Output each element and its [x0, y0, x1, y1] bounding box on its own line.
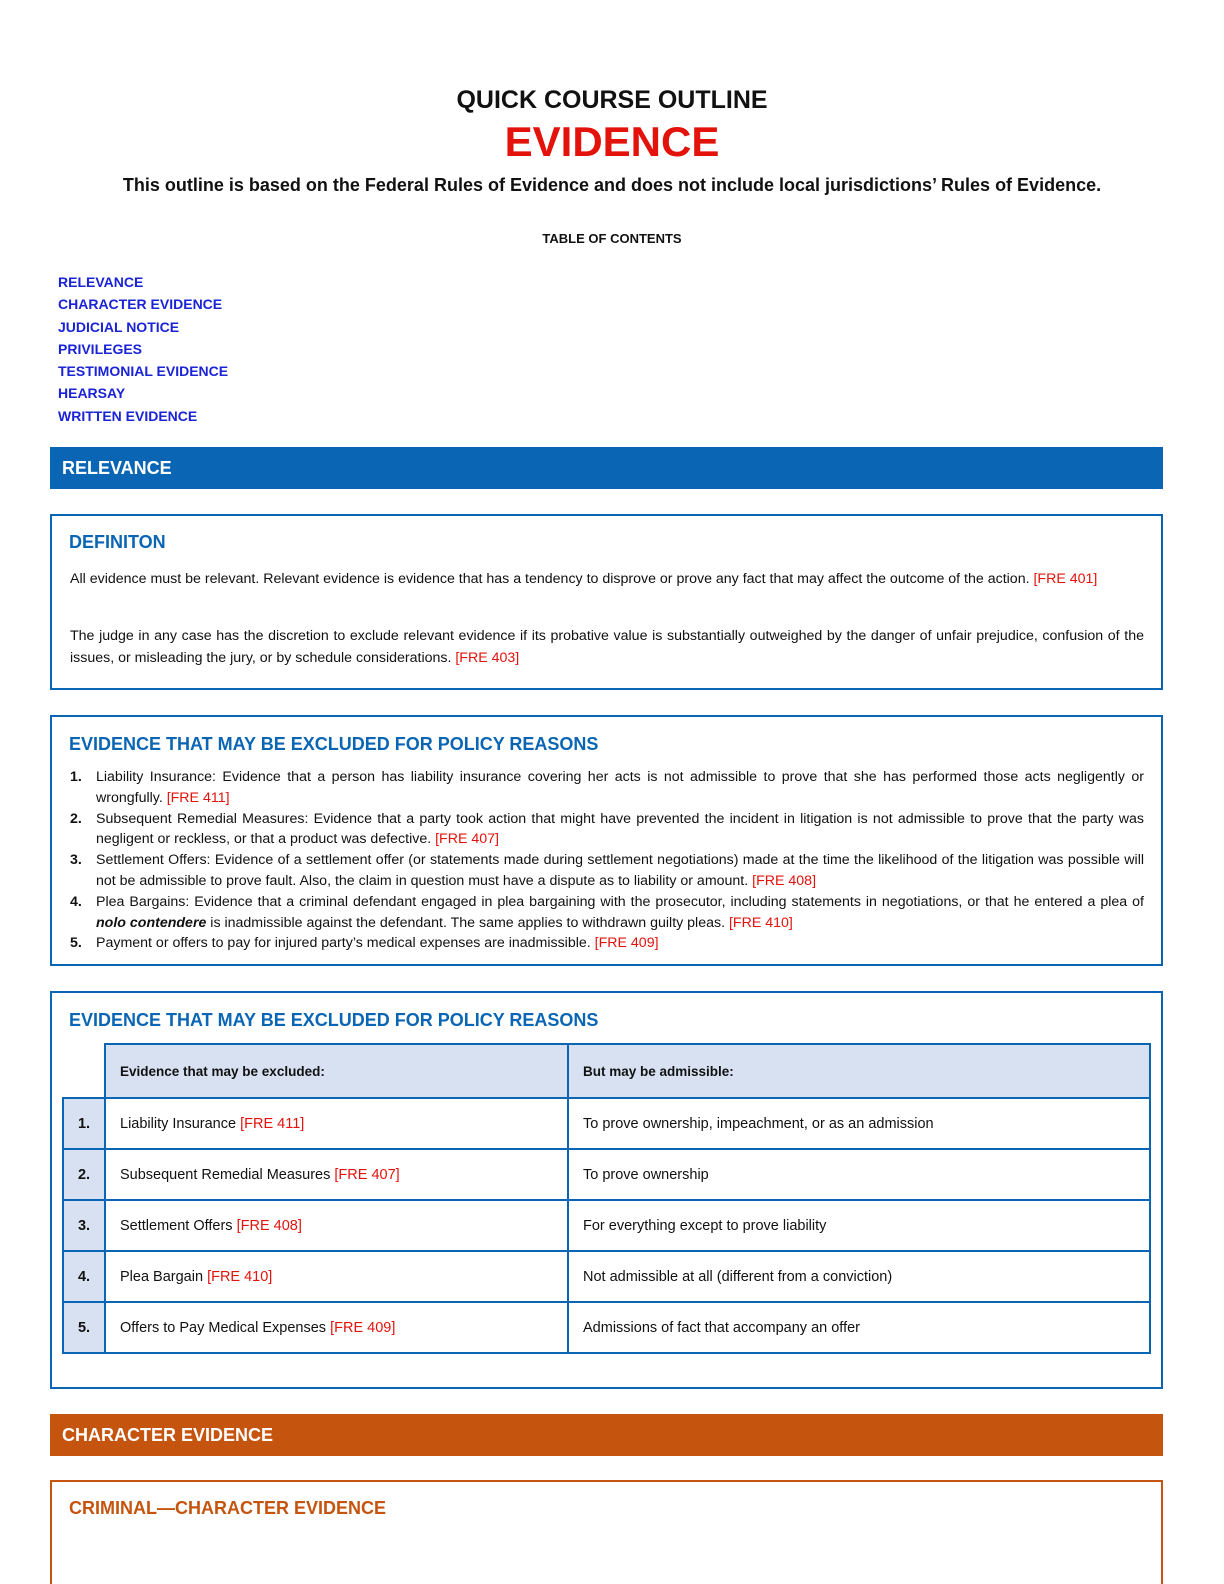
table-row	[63, 1302, 1150, 1353]
list-number: 2.	[70, 810, 82, 827]
policy-list	[70, 767, 1144, 954]
list-item	[70, 892, 1144, 934]
admissible-cell: For everything except to prove liability	[568, 1200, 1150, 1251]
row-number: 3.	[63, 1200, 105, 1251]
policy-list-title: EVIDENCE THAT MAY BE EXCLUDED FOR POLICY REASONS	[69, 734, 599, 754]
excluded-text: Plea Bargain	[120, 1268, 208, 1285]
rule-reference: [FRE 407]	[435, 831, 499, 848]
table-row	[63, 1200, 1150, 1251]
definition-paragraph-2	[70, 625, 1144, 669]
criminal-character-title: CRIMINAL—CHARACTER EVIDENCE	[69, 1498, 387, 1518]
list-item	[70, 767, 1144, 809]
toc-link-character-evidence[interactable]: CHARACTER EVIDENCE	[58, 296, 223, 313]
table-row	[63, 1098, 1150, 1149]
column-header-excluded: Evidence that may be excluded:	[105, 1044, 568, 1098]
list-text: Liability Insurance: Evidence that a person has liability insurance covering her acts is not admissible to prove that she has performed those acts negligently or wrongfully.	[96, 769, 1144, 806]
policy-list-box	[50, 715, 1163, 966]
table-corner	[63, 1044, 105, 1098]
table-row	[63, 1251, 1150, 1302]
excluded-cell	[105, 1098, 568, 1149]
policy-table-box	[50, 991, 1163, 1389]
rule-reference: [FRE 401]	[1033, 571, 1098, 587]
outline-subtitle: QUICK COURSE OUTLINE	[456, 86, 768, 114]
row-number: 4.	[63, 1251, 105, 1302]
list-text: Plea Bargains: Evidence that a criminal defendant engaged in plea bargaining with the prosecutor, including statements in negotiations, or that he entered a plea of	[96, 893, 1144, 910]
list-text: Payment or offers to pay for injured party’s medical expenses are inadmissible.	[96, 935, 595, 952]
toc-link-hearsay[interactable]: HEARSAY	[58, 385, 126, 402]
outline-note: This outline is based on the Federal Rules of Evidence and does not include local jurisdictions’ Rules of Evidence.	[122, 175, 1102, 195]
rule-reference: [FRE 407]	[334, 1166, 400, 1183]
rule-reference: [FRE 409]	[594, 935, 659, 952]
list-text: Settlement Offers: Evidence of a settlement offer (or statements made during settlement negotiations) made at the time the likelihood of the litigation was possible will not be admissible to prove fault. Also, the claim in question must have a dispute as to liability or amount.	[96, 852, 1144, 889]
list-item	[70, 809, 1144, 851]
excluded-cell	[105, 1149, 568, 1200]
row-number: 5.	[63, 1302, 105, 1353]
toc-link-privileges[interactable]: PRIVILEGES	[58, 340, 143, 357]
rule-reference: [FRE 410]	[728, 914, 793, 931]
admissible-cell: To prove ownership, impeachment, or as an admission	[568, 1098, 1150, 1149]
list-number: 4.	[70, 893, 82, 910]
definition-title: DEFINITON	[69, 532, 166, 552]
table-row	[63, 1149, 1150, 1200]
excluded-cell	[105, 1251, 568, 1302]
admissible-cell: To prove ownership	[568, 1149, 1150, 1200]
row-number: 1.	[63, 1098, 105, 1149]
excluded-text: Settlement Offers	[120, 1217, 237, 1234]
rule-reference: [FRE 409]	[330, 1319, 396, 1336]
definition-paragraph-1	[70, 568, 1144, 590]
section-header-character-evidence: CHARACTER EVIDENCE	[50, 1414, 1163, 1456]
list-item	[70, 933, 1144, 954]
list-text: is inadmissible against the defendant. The same applies to withdrawn guilty pleas.	[206, 914, 729, 931]
excluded-text: Subsequent Remedial Measures	[120, 1166, 335, 1183]
list-number: 1.	[70, 769, 82, 785]
list-text: Subsequent Remedial Measures: Evidence that a party took action that might have prevented the incident in litigation is not admissible to prove that the party was negligent or reckless, or that a product was defective.	[96, 810, 1144, 848]
definition-text-1: All evidence must be relevant. Relevant evidence is evidence that has a tendency to disprove or prove any fact that may affect the outcome of the action.	[70, 571, 1034, 587]
list-number: 5.	[70, 935, 82, 952]
section-header-relevance: RELEVANCE	[50, 447, 1163, 489]
excluded-cell	[105, 1200, 568, 1251]
toc-link-written-evidence[interactable]: WRITTEN EVIDENCE	[58, 407, 198, 424]
list-number: 3.	[70, 852, 82, 869]
criminal-character-box	[50, 1480, 1163, 1584]
excluded-text: Liability Insurance	[120, 1115, 241, 1132]
page-title: EVIDENCE	[504, 118, 720, 165]
list-item	[70, 850, 1144, 892]
definition-box	[50, 514, 1163, 690]
rule-reference: [FRE 411]	[166, 789, 230, 806]
excluded-text: Offers to Pay Medical Expenses	[120, 1319, 331, 1336]
column-header-admissible: But may be admissible:	[568, 1044, 1150, 1098]
toc-link-judicial-notice[interactable]: JUDICIAL NOTICE	[58, 318, 180, 335]
emphasized-term: nolo contendere	[96, 914, 207, 931]
policy-table-title: EVIDENCE THAT MAY BE EXCLUDED FOR POLICY REASONS	[69, 1010, 599, 1030]
row-number: 2.	[63, 1149, 105, 1200]
policy-table	[62, 1043, 1151, 1354]
excluded-cell	[105, 1302, 568, 1353]
table-header-row	[63, 1044, 1150, 1098]
admissible-cell: Not admissible at all (different from a conviction)	[568, 1251, 1150, 1302]
rule-reference: [FRE 410]	[207, 1268, 273, 1285]
definition-text-2: The judge in any case has the discretion to exclude relevant evidence if its probative value is substantially outweighed by the danger of unfair prejudice, confusion of the issues, or misleading the jury, or by schedule considerations.	[70, 628, 1144, 666]
rule-reference: [FRE 411]	[240, 1115, 305, 1132]
toc-link-testimonial-evidence[interactable]: TESTIMONIAL EVIDENCE	[58, 363, 229, 380]
toc-link-relevance[interactable]: RELEVANCE	[58, 274, 144, 290]
rule-reference: [FRE 408]	[752, 872, 817, 889]
rule-reference: [FRE 403]	[455, 650, 520, 666]
table-of-contents	[58, 271, 228, 427]
rule-reference: [FRE 408]	[236, 1217, 302, 1234]
toc-heading: TABLE OF CONTENTS	[542, 231, 682, 246]
admissible-cell: Admissions of fact that accompany an offer	[568, 1302, 1150, 1353]
